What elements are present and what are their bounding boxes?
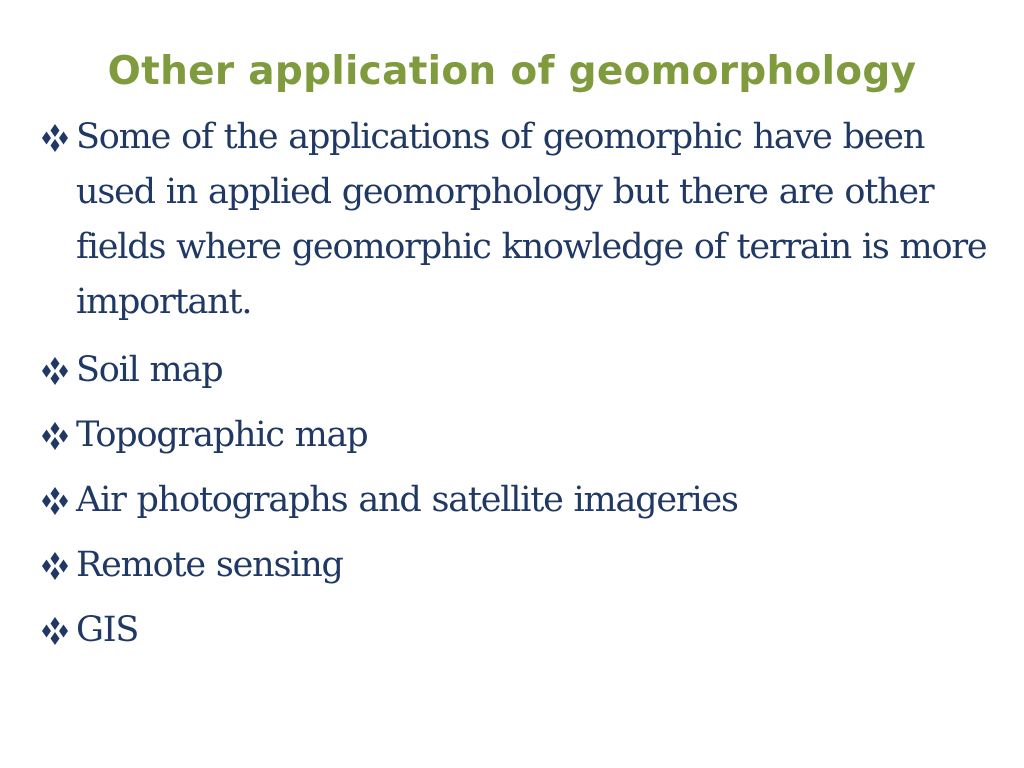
bullet-text: Air photographs and satellite imageries: [76, 480, 738, 520]
bullet-text: Remote sensing: [76, 545, 343, 585]
bullet-item: [38, 343, 998, 398]
bullet-list: [38, 110, 998, 668]
four-diamond-bullet-icon: [38, 355, 72, 387]
bullet-text: GIS: [76, 610, 139, 650]
bullet-text: Topographic map: [76, 415, 368, 455]
bullet-item: [38, 538, 998, 593]
bullet-item: [38, 603, 998, 658]
bullet-item: [38, 408, 998, 463]
four-diamond-bullet-icon: [38, 420, 72, 452]
four-diamond-bullet-icon: [38, 615, 72, 647]
four-diamond-bullet-icon: [38, 122, 72, 154]
bullet-text: Soil map: [76, 350, 223, 390]
bullet-item: [38, 110, 998, 330]
four-diamond-bullet-icon: [38, 485, 72, 517]
bullet-text: Some of the applications of geomorphic have been used in applied geomorphology but there are other fields where geomorphic knowledge of terrain is more important.: [76, 117, 987, 322]
bullet-item: [38, 473, 998, 528]
slide-title: Other application of geomorphology: [107, 49, 917, 94]
four-diamond-bullet-icon: [38, 550, 72, 582]
